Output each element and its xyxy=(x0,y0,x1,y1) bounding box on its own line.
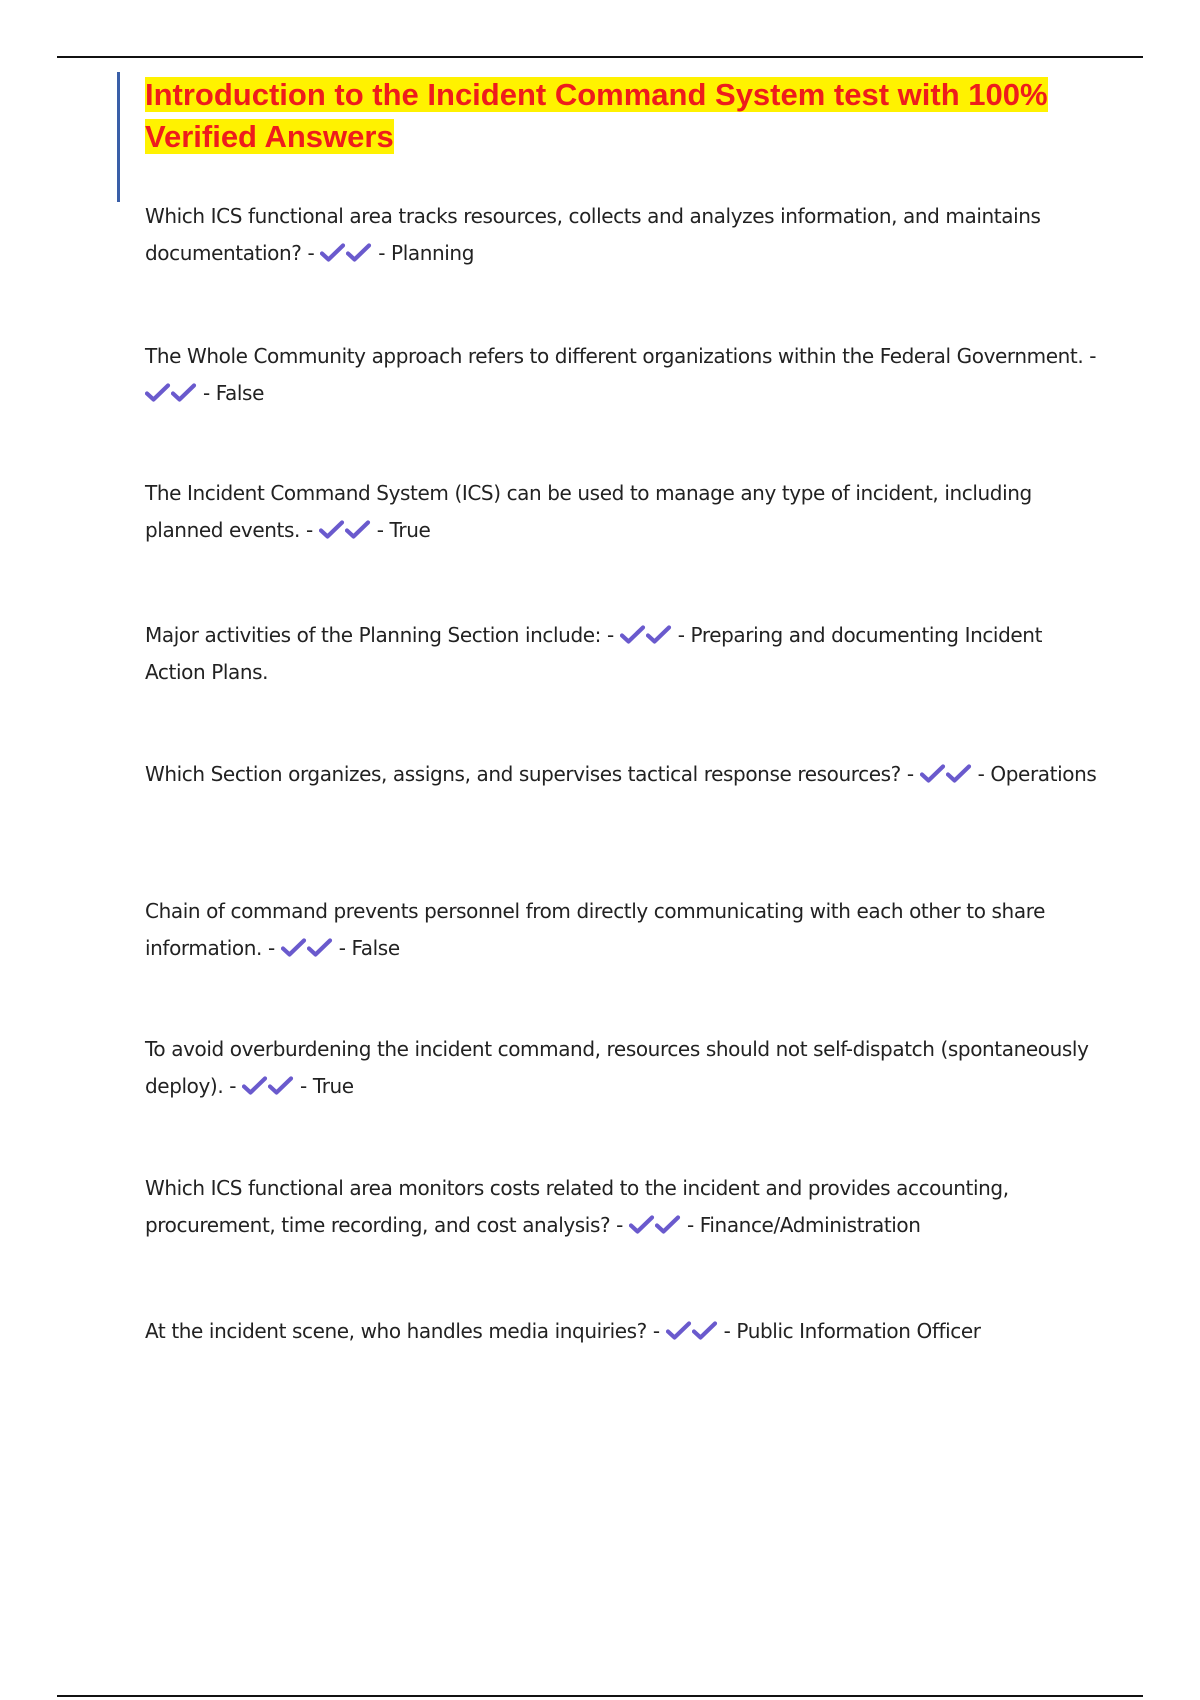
check-mark-icon xyxy=(319,520,345,540)
qa-item xyxy=(145,617,1100,691)
answer-text: Operations xyxy=(990,762,1097,786)
question-text: Which ICS functional area tracks resources, collects and analyzes information, and maintains documentation? xyxy=(145,204,1041,265)
answer-text: False xyxy=(351,936,400,960)
check-mark-icon xyxy=(666,1321,692,1341)
check-mark-icon xyxy=(346,243,372,263)
qa-item xyxy=(145,475,1100,549)
question-text: Which ICS functional area monitors costs related to the incident and provides accounting, procurement, time recording, and cost analysis? xyxy=(145,1176,1009,1237)
qa-item xyxy=(145,893,1100,967)
qa-item xyxy=(145,756,1100,793)
qa-item xyxy=(145,1031,1100,1105)
check-mark-icon xyxy=(171,383,197,403)
bottom-rule xyxy=(57,1695,1143,1697)
question-text: Which Section organizes, assigns, and supervises tactical response resources? xyxy=(145,762,901,786)
answer-text: Finance/Administration xyxy=(699,1213,921,1237)
check-mark-icon xyxy=(307,938,333,958)
separator: - xyxy=(305,518,313,542)
separator: - xyxy=(652,1319,660,1343)
top-rule xyxy=(57,56,1143,58)
document-title-text: Introduction to the Incident Command System test with 100% Verified Answers xyxy=(145,77,1048,154)
check-mark-icon xyxy=(268,1076,294,1096)
separator: - xyxy=(723,1319,731,1343)
separator: - xyxy=(378,241,386,265)
answer-text: True xyxy=(389,518,431,542)
check-mark-icon xyxy=(320,243,346,263)
check-mark-icon xyxy=(620,625,646,645)
answer-text: Preparing and documenting Incident Action Plans. xyxy=(145,623,1043,684)
check-mark-icon xyxy=(946,764,972,784)
check-mark-icon xyxy=(692,1321,718,1341)
separator: - xyxy=(616,1213,623,1237)
separator: - xyxy=(686,1213,694,1237)
check-mark-icon xyxy=(281,938,307,958)
check-mark-icon xyxy=(629,1215,655,1235)
qa-item xyxy=(145,1313,1100,1350)
separator: - xyxy=(300,1074,307,1098)
answer-text: Planning xyxy=(391,241,474,265)
qa-item xyxy=(145,198,1100,272)
separator: - xyxy=(977,762,985,786)
separator: - xyxy=(376,518,384,542)
separator: - xyxy=(338,936,346,960)
separator: - xyxy=(606,623,614,647)
separator: - xyxy=(229,1074,237,1098)
separator: - xyxy=(906,762,914,786)
check-mark-icon xyxy=(646,625,672,645)
question-text: Major activities of the Planning Section include: xyxy=(145,623,601,647)
qa-item xyxy=(145,1170,1100,1244)
document-title xyxy=(145,74,1105,158)
check-mark-icon xyxy=(145,383,171,403)
separator: - xyxy=(307,241,315,265)
question-text: To avoid overburdening the incident command, resources should not self-dispatch (spontaneously deploy). xyxy=(145,1037,1089,1098)
check-mark-icon xyxy=(345,520,371,540)
separator: - xyxy=(267,936,275,960)
question-text: Chain of command prevents personnel from directly communicating with each other to share information. xyxy=(145,899,1045,960)
separator: - xyxy=(1089,344,1097,368)
check-mark-icon xyxy=(242,1076,268,1096)
answer-text: False xyxy=(215,381,264,405)
question-text: The Incident Command System (ICS) can be used to manage any type of incident, including planned events. xyxy=(145,481,1032,542)
separator: - xyxy=(677,623,685,647)
qa-item xyxy=(145,338,1100,412)
answer-text: Public Information Officer xyxy=(736,1319,981,1343)
check-mark-icon xyxy=(920,764,946,784)
answer-text: True xyxy=(312,1074,354,1098)
check-mark-icon xyxy=(655,1215,681,1235)
separator: - xyxy=(202,381,210,405)
question-text: The Whole Community approach refers to different organizations within the Federal Government. xyxy=(145,344,1084,368)
question-text: At the incident scene, who handles media inquiries? xyxy=(145,1319,647,1343)
heading-accent-bar xyxy=(117,72,120,202)
